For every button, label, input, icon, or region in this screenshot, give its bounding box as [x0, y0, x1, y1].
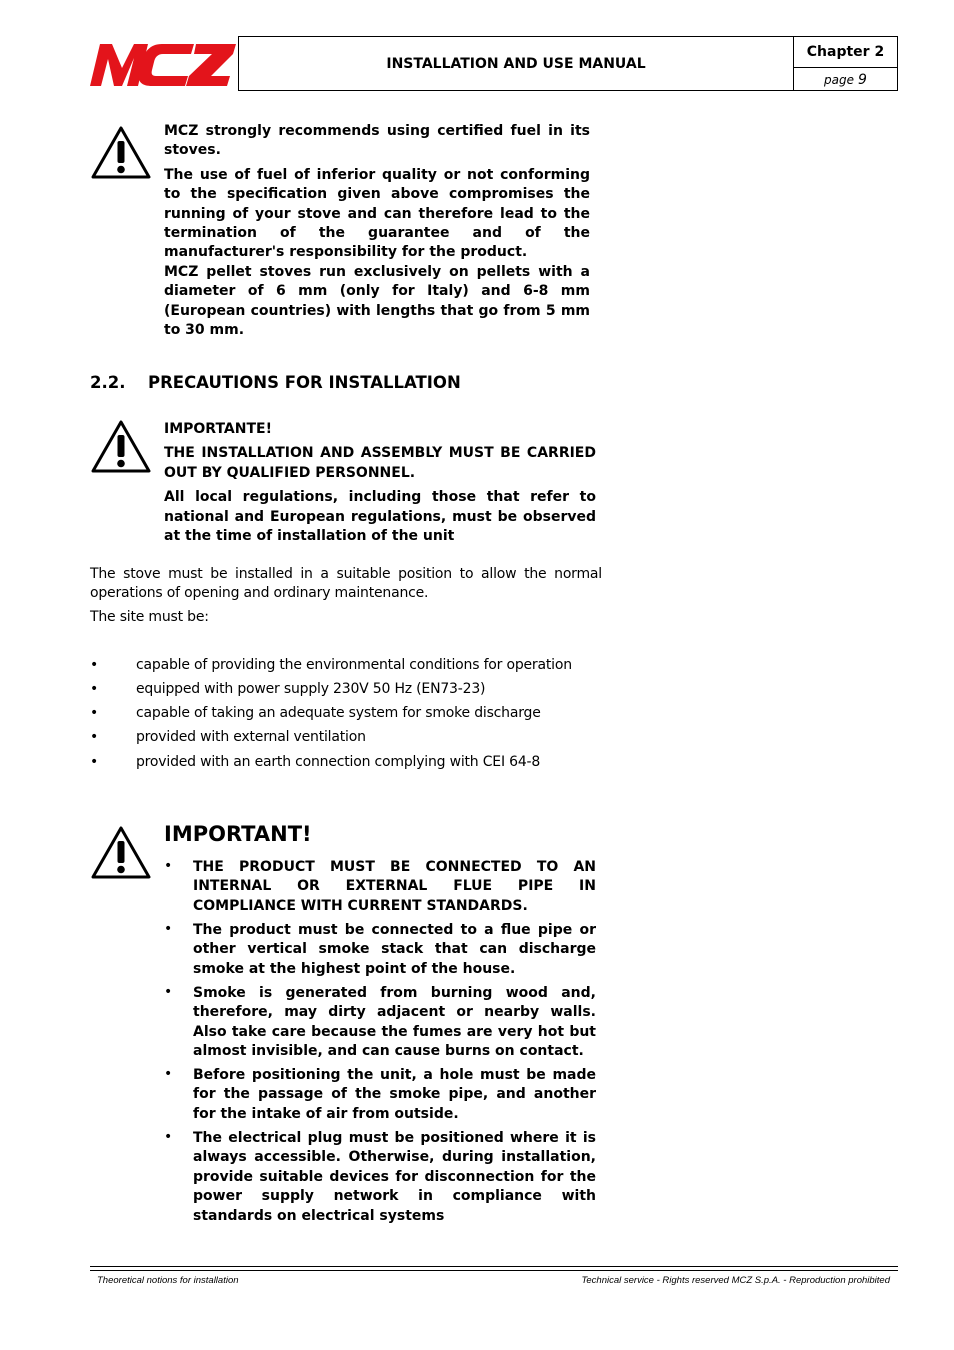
bullet-icon: • [164, 858, 173, 874]
warning2-p2: All local regulations, including those that refer to national and European regulations, must be observed at the time of installation of the unit [164, 489, 596, 545]
warning1-text [164, 122, 590, 340]
warning-triangle-icon [90, 825, 152, 880]
logo-text: MCZ [90, 42, 93, 43]
warning1-p2: The use of fuel of inferior quality or not conforming to the specification given above compromises the running of your stove and can therefore lead to the termination of the guarantee and of the manufacturer's responsibility for the product. [164, 166, 590, 261]
page-label [794, 68, 897, 91]
bullet-icon: • [164, 984, 173, 1000]
manual-title: INSTALLATION AND USE MANUAL [238, 36, 794, 91]
warning-triangle-icon [90, 419, 152, 474]
bullet-icon: • [90, 657, 99, 673]
footer-right: Technical service - Rights reserved MCZ S.p.A. - Reproduction prohibited [581, 1275, 890, 1286]
section-title: PRECAUTIONS FOR INSTALLATION [148, 373, 461, 392]
intro-paragraph: The stove must be installed in a suitable position to allow the normal operations of opening and ordinary maintenance. [90, 566, 602, 601]
footer-left: Theoretical notions for installation [97, 1275, 239, 1286]
bullet-icon: • [90, 754, 99, 770]
warning2-text [164, 420, 596, 546]
site-intro: The site must be: [90, 609, 209, 625]
bullet-icon: • [164, 1129, 173, 1145]
footer-divider [90, 1266, 898, 1267]
warning2-p1: THE INSTALLATION AND ASSEMBLY MUST BE CARRIED OUT BY QUALIFIED PERSONNEL. [164, 445, 596, 481]
section-number: 2.2. [90, 373, 126, 392]
footer-divider [90, 1270, 898, 1271]
bullet-icon: • [164, 921, 173, 937]
bullet-icon: • [90, 705, 99, 721]
important-title: IMPORTANT! [164, 822, 312, 846]
important-item: • The product must be connected to a flue pipe or other vertical smoke stack that can discharge smoke at the highest point of the house. [164, 921, 596, 977]
mcz-logo [90, 42, 236, 88]
important-item: • THE PRODUCT MUST BE CONNECTED TO AN INTERNAL OR EXTERNAL FLUE PIPE IN COMPLIANCE WITH CURRENT STANDARDS. [164, 858, 596, 914]
warning-triangle-icon [90, 125, 152, 180]
page-number: 9 [858, 71, 867, 88]
important-item: • Smoke is generated from burning wood and, therefore, may dirty adjacent or nearby walls. Also take care because the fumes are very hot but almost invisible, and can cause burns on contact. [164, 984, 596, 1060]
chapter-box [794, 36, 898, 91]
bullet-icon: • [90, 681, 99, 697]
important-item: • The electrical plug must be positioned where it is always accessible. Otherwise, during installation, provide suitable devices for disconnection for the power supply network in compliance with standards on electrical systems [164, 1129, 596, 1224]
bullet-icon: • [90, 729, 99, 745]
warning1-p3: MCZ pellet stoves run exclusively on pellets with a diameter of 6 mm (only for Italy) and 6-8 mm (European countries) with lengths that go from 5 mm to 30 mm. [164, 263, 590, 339]
page-prefix: page [824, 72, 855, 87]
bullet-icon: • [164, 1066, 173, 1082]
section-heading [90, 373, 461, 392]
warning2-heading: IMPORTANTE! [164, 421, 272, 437]
important-item: • Before positioning the unit, a hole must be made for the passage of the smoke pipe, and another for the intake of air from outside. [164, 1066, 596, 1122]
warning1-p1: MCZ strongly recommends using certified fuel in its stoves. [164, 123, 590, 159]
chapter-label: Chapter 2 [794, 37, 897, 68]
